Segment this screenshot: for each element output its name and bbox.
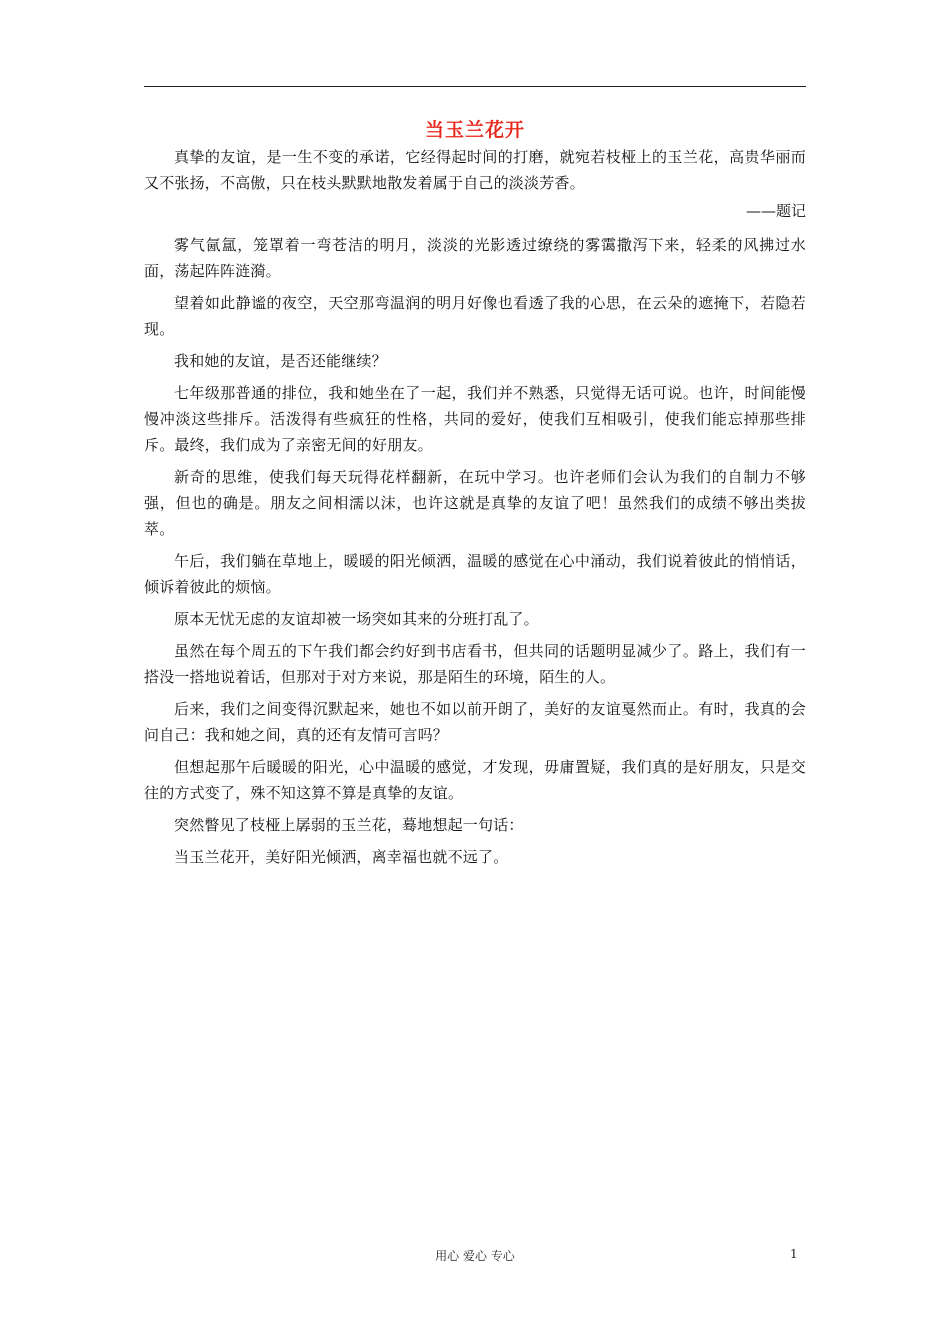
- paragraph-11: 突然瞥见了枝桠上孱弱的玉兰花，蓦地想起一句话：: [174, 816, 524, 834]
- paragraph-12: 当玉兰花开，美好阳光倾洒，离幸福也就不远了。: [174, 848, 509, 866]
- paragraph-6: 午后，我们躺在草地上，暖暖的阳光倾洒，温暖的感觉在心中涌动，我们说着彼此的悄悄话，倾诉着彼此的烦恼。: [144, 552, 806, 596]
- intro-paragraph: 真挚的友谊，是一生不变的承诺，它经得起时间的打磨，就宛若枝桠上的玉兰花，高贵华丽而又不张扬，不高傲，只在枝头默默地散发着属于自己的淡淡芳香。: [144, 148, 806, 192]
- paragraph-5: 新奇的思维，使我们每天玩得花样翻新，在玩中学习。也许老师们会认为我们的自制力不够强，但也的确是。朋友之间相濡以沫，也许这就是真挚的友谊了吧！虽然我们的成绩不够出类拔萃。: [144, 468, 806, 538]
- paragraph-8: 虽然在每个周五的下午我们都会约好到书店看书，但共同的话题明显减少了。路上，我们有一搭没一搭地说着话，但那对于对方来说，那是陌生的环境，陌生的人。: [144, 642, 806, 686]
- header-rule: [144, 86, 806, 87]
- document-body: [144, 118, 806, 876]
- footer-text: 用心 爱心 专心: [435, 1249, 515, 1263]
- paragraph-3: 我和她的友谊，是否还能继续？: [174, 352, 387, 370]
- inscription: ——题记: [745, 202, 806, 220]
- paragraph-1: 雾气氤氲，笼罩着一弯苍洁的明月，淡淡的光影透过缭绕的雾霭撒泻下来，轻柔的风拂过水面，荡起阵阵涟漪。: [144, 236, 806, 280]
- document-title: 当玉兰花开: [424, 119, 525, 141]
- paragraph-4: 七年级那普通的排位，我和她坐在了一起，我们并不熟悉，只觉得无话可说。也许，时间能慢慢冲淡这些排斥。活泼得有些疯狂的性格，共同的爱好，使我们互相吸引，使我们能忘掉那些排斥。最终，我们成为了亲密无间的好朋友。: [144, 384, 806, 454]
- paragraph-7: 原本无忧无虑的友谊却被一场突如其来的分班打乱了。: [174, 610, 539, 628]
- page-number: 1: [790, 1247, 798, 1261]
- paragraph-9: 后来，我们之间变得沉默起来，她也不如以前开朗了，美好的友谊戛然而止。有时，我真的会问自己：我和她之间，真的还有友情可言吗？: [144, 700, 806, 744]
- paragraph-10: 但想起那午后暖暖的阳光，心中温暖的感觉，才发现，毋庸置疑，我们真的是好朋友，只是交往的方式变了，殊不知这算不算是真挚的友谊。: [144, 758, 806, 802]
- paragraph-2: 望着如此静谧的夜空，天空那弯温润的明月好像也看透了我的心思，在云朵的遮掩下，若隐若现。: [144, 294, 806, 338]
